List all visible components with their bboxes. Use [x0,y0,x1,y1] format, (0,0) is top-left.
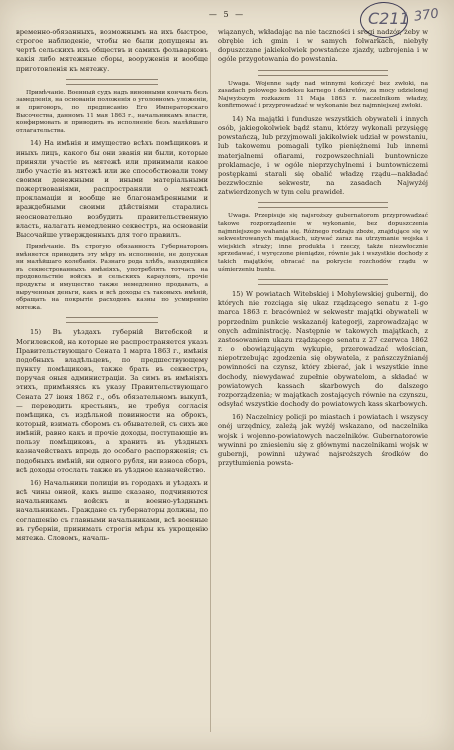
russian-column [16,28,208,543]
column-divider [210,52,211,732]
section-separator [66,317,158,323]
ru-note-military-court: Примѣчаніе. Военный судъ надъ виновными кончать безъ замедленія, на основаніи положенія о уголовномъ уложеніи, и приговоръ, по предписанію Его Императорскаго Высочества, данномъ 11 мая 1863 г., начальникамъ власти, конфирмовать и приводить въ исполненіе безъ малѣйшаго отлагательства. [16,89,208,134]
pl-intro-paragraph: wiązanych, wkładając na nie taczności i srogi nadzór, żeby w obrębie ich gmin i w samych folwarkach, niebyły dopuszczane jakiekolwiek powstańcze zjazdy, uzbrojenia i w ogóle przygotowania do powstania. [218,28,428,64]
ru-paragraph-15: 15) Въ уѣздахъ губерній Витебской и Могилевской, на которые не распространяется указъ Правительствующаго Сената 1 марта 1863 г., имѣнія подобныхъ владѣльцевъ, по предшествующему пункту помѣщиковъ, также брать въ секвестръ, поручая оныя администраціи. За симъ въ имѣніяхъ этихъ, примѣняясь къ указу Правительствующаго Сената 27 іюня 1862 г., объ обязательномъ выкупѣ, — переводить крестьянъ, не требуя согласія помѣщика, съ издѣльной повинности на оброкъ, который, взимать сборомъ съ обывателей, съ сихъ же имѣній, равно какъ и прочіе доходы, поступающіе въ пользу помѣщиковъ, а хранить въ уѣздныхъ казначействахъ впредь до особаго распоряженія; съ подобныхъ имѣній, ни одного рубля, ни взноса сборъ, всѣ доходы отослать также въ уѣздное казначейство. [16,328,208,474]
section-separator [66,79,158,85]
pl-uwaga-governors: Uwaga. Przepisuje się najsroższy gubernatorom przyprowadzać takowe rozporządzenie w wykonanie, bez dopuszczenia najmniejszego wahania się. Różnego rodzaju zboże, znajdujące się w sekwestrowanych majątkach, używać zaraz na utrzymanie wojska i wiejskich straży; inne produkta i rzeczy, także niezwłocznie sprzedawać, i wyręczone pieniądze, równie jak i wszystkie dochody z takich majątków, obracać na pokrycie rozchodów rządu w uśmierzeniu buntu. [218,213,428,273]
pl-uwaga-military-court: Uwaga. Wojenne sądy nad winnymi kończyć bez zwłoki, na zasadach polowego kodeksu karnego i dekretów, za mocy udzielonej Najwyższym rozkazem 11 Maja 1863 r. naczelnikom władzy, konfirmować i przyprowadzać w wykonanie bez najmniejszej zwłoki. [218,80,428,110]
ru-note-governors: Примѣчаніе. Въ строгую обязанность Губернаторовъ вмѣняется приводить эту мѣру въ исполненіе, не допуская ни малѣйшаго колебанія. Разнаго рода хлѣбъ, находящійся въ секвестрованныхъ имѣніяхъ, употреблять тотчасъ на продовольствіе войскъ и сельскихъ карауловъ, прочіе продукты и имущество также немедленно продавать, а вырученныя деньги, какъ и всѣ доходы съ таковыхъ имѣній, обращать на покрытіе расходовъ казны по усмиренію мятежа. [16,244,208,311]
ru-paragraph-14: 14) На имѣнія и имущество всѣхъ помѣщиковъ и иныхъ лицъ, какого бы они званія ни были, которые приняли участіе въ мятежѣ или принимали какое либо участіе въ мятежѣ или же способствовали тому своими денежными и иными матеріальными пожертвованіями, распространяли о мятежѣ прокламаціи и вообще не благонамѣренными и враждебными своими дѣйствіями старались неосновательно возбудить правительственную власть, налагать немедленно секвестръ, на основаніи Высочайше утвержденныхъ для того правилъ. [16,139,208,239]
page-number: — 5 — [208,10,246,19]
ru-paragraph-16: 16) Начальники полиціи въ городахъ и уѣздахъ и всѣ чины онной, какъ выше сказано, подчиняются начальникамъ войскъ и военно-уѣзднымъ начальникамъ. Граждане съ губернаторы должны, по соглашенію съ главными начальниками, всѣ военные въ губерніи, принимать строгія мѣры къ укрощенію мятежа. Словомъ, началь- [16,478,208,542]
pl-paragraph-14: 14) Na majątki i fundusze wszystkich obywateli i innych osób, jakiegokolwiek bądź stanu, którzy wykonali przysięgę powstańczą, lub przyjmowali jakikolwiek udział w powstaniu, lub takowemu pomagali tylko pieniężnemi lub innemi materjalnemi ofiarami, rozpowszechniali buntownicze proklamacje, i w ogóle nieprzychylnemi i buntowniczemi postępkami starali się obalić władzę rządu—nakładać bezzwłocznie sekwestr, na zasadach Najwyżéj zatwierdzonych w tym celu prawideł. [218,115,428,197]
folio-number: 370 [413,6,440,25]
pl-paragraph-15: 15) W powiatach Witebskiej i Mohylewskiej gubernij, do których nie rozciąga się ukaz rządzącego senatu z 1-go marca 1863 r. bracównież w sekwestr majątki obywateli w poprzednim punkcie wskazanéj kategorji, zaprowadzając w onych administrację. Następnie w takowych majątkach, z zastosowaniem ukazu rządzącego senatu z 27 czerwca 1862 r. o obowiązującym wykupie, przerowadzać włościan, niepotrzebując zgodzenia się obywatela, z pańszczyźnianéj powinności na czynsz, który zbierać, jak i wszystkie inne dochody, niewydawać zupełnie obywatelom, a składać w powiatowych kassach skarbowych do dalszego rozporządzenia; w majątkach zostających równie na czynszu, odsyłać wszystkie dochody do powiatowych kass skarbowych. [218,290,428,409]
section-separator [258,279,388,285]
archive-mark: C211 [368,9,410,28]
pl-paragraph-16: 16) Naczelnicy policji po miastach i powiatach i wszyscy onéj urzędnicy, zależą jak wyżéj wskazano, od naczelnika wojsk i wojenno-powiatowych naczelników. Gubernatorowie wywinni po zniesieniu się z głównymi naczelnikami wojsk w gubernji, powinni używać najsroższych środków do przytłumienia powsta- [218,413,428,467]
polish-column [218,28,428,468]
section-separator [258,202,388,208]
ru-intro-paragraph: временно-обязанныхъ, возможнымъ на ихъ быстрое, строгое наблюденіе, чтобы не были допущены въ чертѣ сельскихъ ихъ обществъ и самихъ фольварковъ какія либо мятежные сборы, вооруженія и вообще приготовленія къ мятежу. [16,28,208,73]
section-separator [258,70,388,76]
